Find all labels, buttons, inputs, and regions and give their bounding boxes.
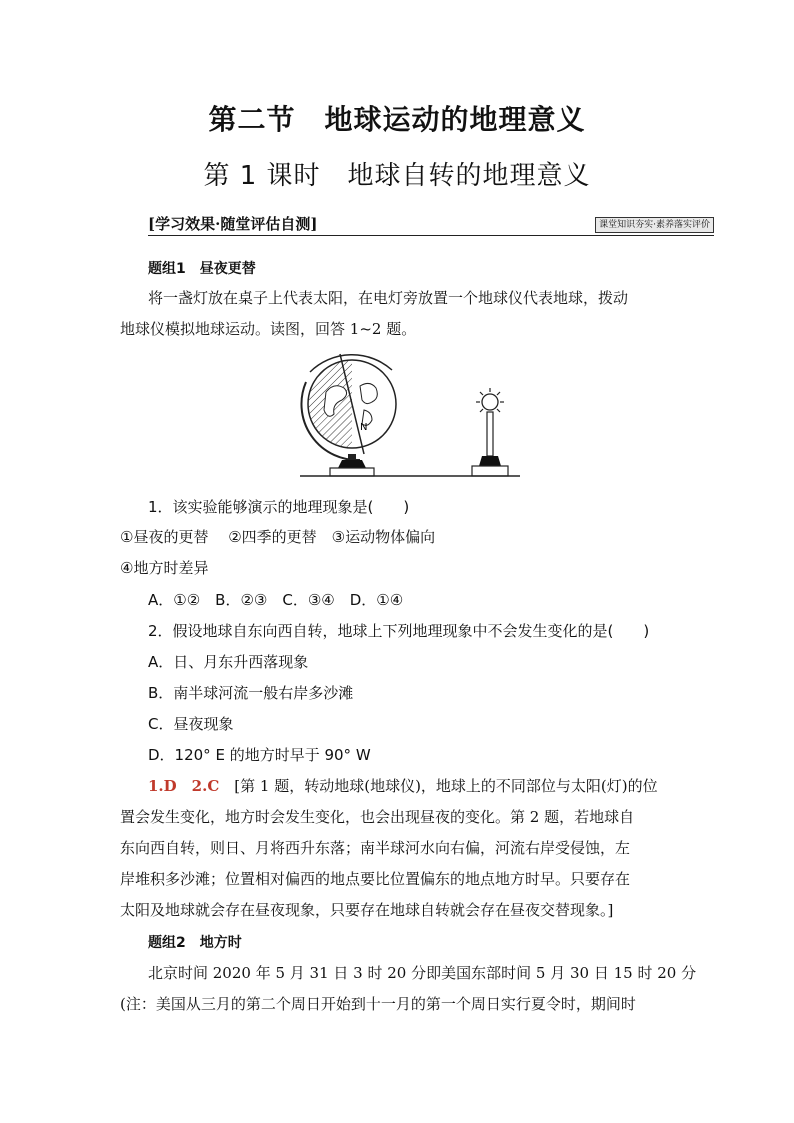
q2-option-d: D．120° E 的地方时早于 90° W <box>148 746 371 764</box>
globe-lamp-figure <box>300 352 520 480</box>
group2-line-2: (注：美国从三月的第二个周日开始到十一月的第一个周日实行夏令时，期间时 <box>120 995 636 1013</box>
answer-line-2: 置会发生变化，地方时会发生变化，也会出现昼夜的变化。第 2 题，若地球自 <box>120 808 635 826</box>
banner-heading: [学习效果·随堂评估自测] <box>148 215 318 233</box>
group1-title: 题组1 昼夜更替 <box>148 261 256 277</box>
group2-title: 题组2 地方时 <box>148 935 242 951</box>
q2-stem: 2．假设地球自东向西自转，地球上下列地理现象中不会发生变化的是( ) <box>148 622 650 640</box>
answer-explanation-1: [第 1 题，转动地球(地球仪)，地球上的不同部位与太阳(灯)的位 <box>234 777 658 795</box>
answer-line-4: 岸堆积多沙滩；位置相对偏西的地点要比位置偏东的地点地方时早。只要存在 <box>120 870 631 888</box>
section-title: 第二节 地球运动的地理意义 <box>208 103 586 136</box>
group1-intro-line-1: 将一盏灯放在桌子上代表太阳，在电灯旁放置一个地球仪代表地球，拨动 <box>148 289 629 307</box>
q1-choices: A．①② B．②③ C．③④ D．①④ <box>148 591 404 609</box>
q2-option-b: B．南半球河流一般右岸多沙滩 <box>148 684 354 702</box>
q1-options-line-1: ①昼夜的更替 ②四季的更替 ③运动物体偏向 <box>120 528 436 546</box>
group2-line-1: 北京时间 2020 年 5 月 31 日 3 时 20 分即美国东部时间 5 月 30 日 15 时 20 分 <box>148 964 697 982</box>
section-banner <box>148 213 714 237</box>
q1-options-line-2: ④地方时差异 <box>120 559 209 577</box>
banner-tag: 课堂知识夯实·素养落实评价 <box>595 217 714 233</box>
q1-stem: 1．该实验能够演示的地理现象是( ) <box>148 498 410 516</box>
north-label: N <box>360 422 368 433</box>
banner-rule <box>148 235 714 236</box>
answer-line-3: 东向西自转，则日、月将西升东落；南半球河水向右偏，河流右岸受侵蚀，左 <box>120 839 631 857</box>
answer-line-5: 太阳及地球就会存在昼夜现象，只要存在地球自转就会存在昼夜交替现象。] <box>120 901 614 919</box>
answer-key: 1.D 2.C <box>148 777 220 795</box>
q2-option-a: A．日、月东升西落现象 <box>148 653 309 671</box>
lamp <box>472 388 508 476</box>
globe <box>301 354 396 460</box>
lesson-title: 第 1 课时 地球自转的地理意义 <box>203 161 591 191</box>
globe-stand <box>330 454 374 476</box>
q2-option-c: C．昼夜现象 <box>148 715 234 733</box>
group1-intro-line-2: 地球仪模拟地球运动。读图，回答 1~2 题。 <box>120 320 417 338</box>
answer-line-1 <box>148 775 708 796</box>
